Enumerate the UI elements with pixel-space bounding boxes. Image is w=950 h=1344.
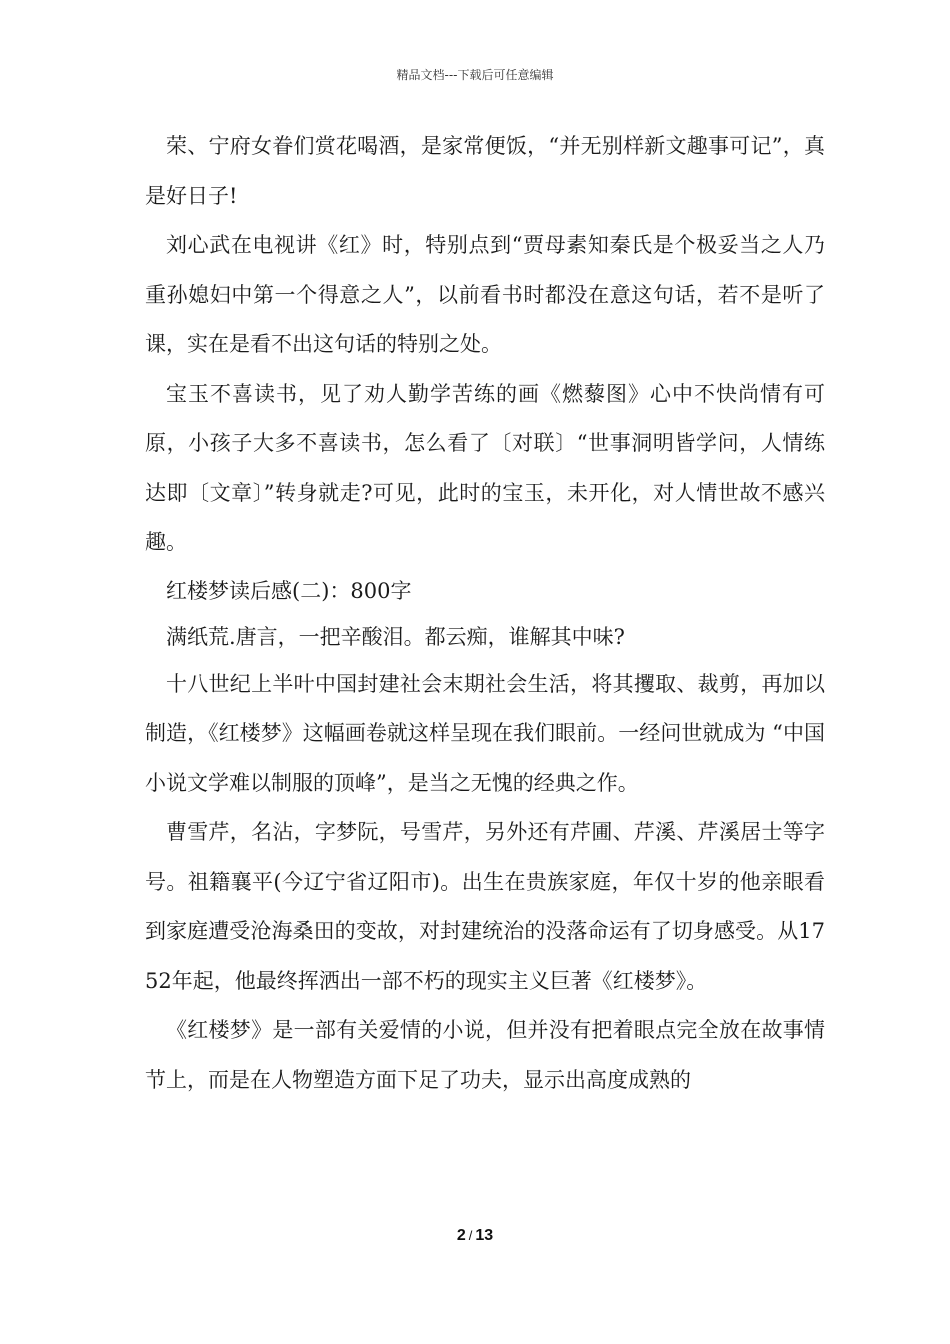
page-number (0, 1227, 950, 1245)
total-pages: 13 (475, 1227, 494, 1244)
paragraph-3: 宝玉不喜读书，见了劝人勤学苦练的画《燃藜图》心中不快尚情有可原，小孩子大多不喜读书，怎么看了〔对联〕“世事洞明皆学问，人情练达即〔文章〕”转身就走?可见，此时的宝玉，未开化，对人情世故不感兴趣。 (145, 381, 825, 554)
paragraph-6: 曹雪芹，名沾，字梦阮，号雪芹，另外还有芹圃、芹溪、芹溪居士等字号。祖籍襄平(今辽宁省辽阳市)。出生在贵族家庭，年仅十岁的他亲眼看到家庭遭受沧海桑田的变故，对封建统治的没落命运有了切身感受。从1752年起，他最终挥洒出一部不朽的现实主义巨著《红楼梦》。 (145, 820, 825, 993)
paragraph-2: 刘心武在电视讲《红》时，特别点到“贾母素知秦氏是个极妥当之人乃重孙媳妇中第一个得意之人”，以前看书时都没在意这句话，若不是听了课，实在是看不出这句话的特别之处。 (145, 233, 825, 356)
page-header: 精品文档---下载后可任意编辑 (396, 68, 554, 82)
page-separator: / (468, 1228, 473, 1243)
paragraph-7: 《红楼梦》是一部有关爱情的小说，但并没有把着眼点完全放在故事情节上，而是在人物塑造方面下足了功夫，显示出高度成熟的 (145, 1018, 825, 1092)
paragraph-5: 十八世纪上半叶中国封建社会末期社会生活，将其攫取、裁剪，再加以制造，《红楼梦》这幅画卷就这样呈现在我们眼前。一经问世就成为 “中国小说文学难以制服的顶峰”，是当之无愧的经典之作。 (145, 671, 825, 795)
current-page: 2 (456, 1227, 466, 1244)
paragraph-poem: 满纸荒.唐言，一把辛酸泪。都云痴，谁解其中味? (166, 624, 625, 649)
paragraph-1: 荣、宁府女眷们赏花喝酒，是家常便饭，“并无别样新文趣事可记”，真是好日子! (145, 134, 825, 208)
document-body (145, 122, 825, 1105)
section-heading: 红楼梦读后感(二)：800字 (166, 578, 412, 603)
